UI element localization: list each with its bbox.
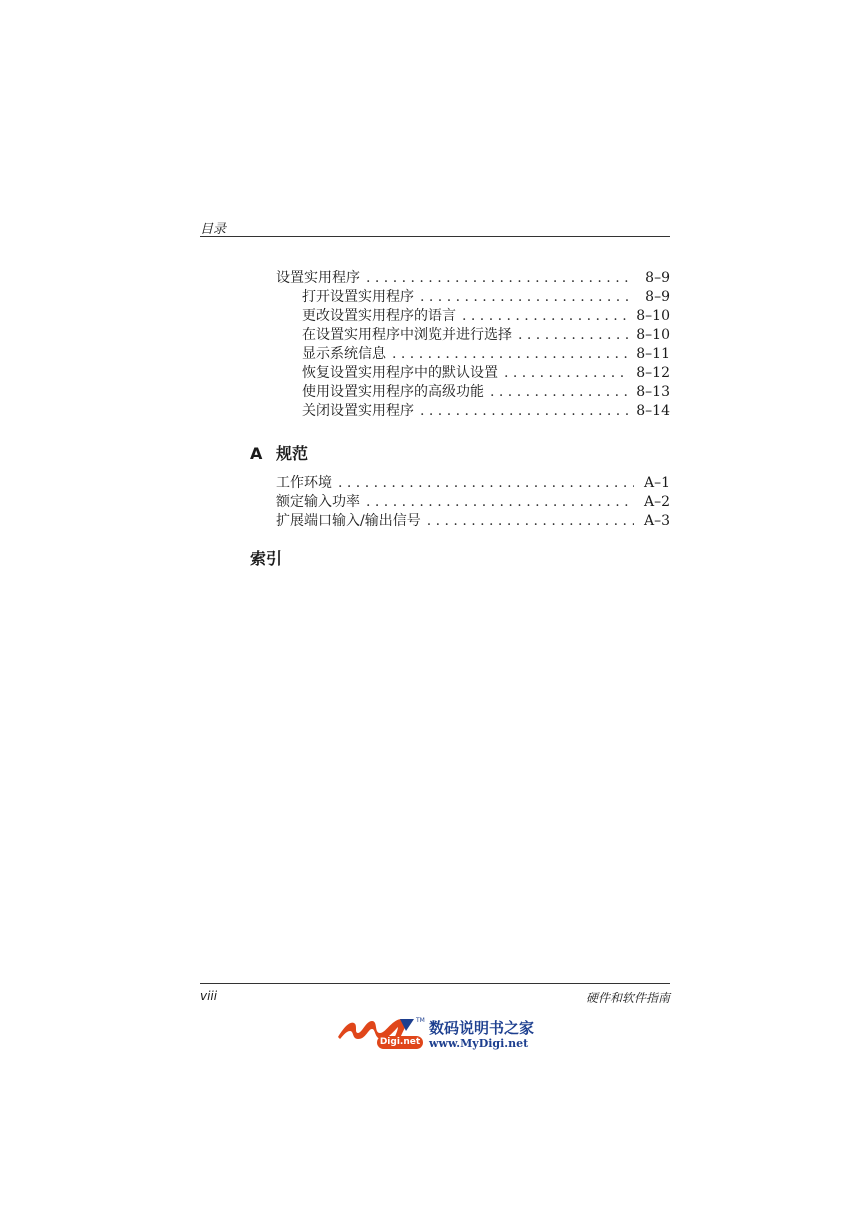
toc-entry-text: 关闭设置实用程序 <box>302 403 414 419</box>
toc-entry-text: 扩展端口输入/输出信号 <box>276 513 421 529</box>
toc-entry-text: 更改设置实用程序的语言 <box>302 308 456 324</box>
appendix-letter: A <box>250 444 263 463</box>
toc-entry[interactable] <box>276 364 670 383</box>
toc-leader-dots <box>420 288 634 307</box>
toc-entry-text: 在设置实用程序中浏览并进行选择 <box>302 327 512 343</box>
toc-leader-dots <box>366 493 634 512</box>
toc-page-number: 8–11 <box>636 346 670 362</box>
trademark-mark: TM <box>416 1017 425 1024</box>
watermark-cn-name: 数码说明书之家 <box>429 1019 535 1037</box>
toc-entry[interactable] <box>276 326 670 345</box>
toc-entry[interactable] <box>276 345 670 364</box>
toc-entry[interactable] <box>276 383 670 402</box>
toc-entry[interactable] <box>276 307 670 326</box>
footer-rule <box>200 983 670 984</box>
toc-page-number: 8–14 <box>636 403 670 419</box>
header-rule <box>200 236 670 237</box>
toc-page-number: A–2 <box>643 494 670 510</box>
toc-entry-text: 额定输入功率 <box>276 494 360 510</box>
toc-entry[interactable] <box>276 402 670 421</box>
digi-net-badge: Digi.net <box>377 1036 423 1049</box>
toc-leader-dots <box>392 345 630 364</box>
toc-section-appendix-a <box>276 474 670 531</box>
toc-entry[interactable] <box>276 288 670 307</box>
watermark-url: www.MyDigi.net <box>429 1037 529 1050</box>
toc-leader-dots <box>427 512 634 531</box>
toc-section-setup <box>276 269 670 421</box>
running-head-title: 目录 <box>200 222 227 237</box>
toc-entry-text: 设置实用程序 <box>276 270 360 286</box>
toc-page-number: 8–10 <box>636 327 670 343</box>
toc-leader-dots <box>366 269 634 288</box>
toc-entry-text: 打开设置实用程序 <box>302 289 414 305</box>
page-folio: viii <box>200 989 218 1003</box>
toc-page-number: A–3 <box>643 513 670 529</box>
toc-leader-dots <box>504 364 630 383</box>
toc-entry[interactable] <box>276 269 670 288</box>
toc-entry-text: 工作环境 <box>276 475 332 491</box>
toc-page-number: 8–9 <box>645 270 670 286</box>
mydigi-watermark-logo <box>336 1015 536 1055</box>
toc-page-number: 8–13 <box>636 384 670 400</box>
toc-page-number: 8–12 <box>636 365 670 381</box>
toc-leader-dots <box>420 402 630 421</box>
index-heading[interactable]: 索引 <box>250 549 283 568</box>
appendix-heading[interactable] <box>250 441 308 464</box>
appendix-title: 规范 <box>276 444 309 463</box>
toc-leader-dots <box>490 383 630 402</box>
toc-entry-text: 恢复设置实用程序中的默认设置 <box>302 365 498 381</box>
toc-entry[interactable] <box>276 474 670 493</box>
toc-page-number: A–1 <box>643 475 670 491</box>
toc-leader-dots <box>338 474 634 493</box>
toc-entry[interactable] <box>276 512 670 531</box>
toc-entry-text: 显示系统信息 <box>302 346 386 362</box>
toc-page-number: 8–10 <box>636 308 670 324</box>
toc-page-number: 8–9 <box>645 289 670 305</box>
book-title: 硬件和软件指南 <box>585 991 670 1005</box>
toc-leader-dots <box>518 326 630 345</box>
toc-entry[interactable] <box>276 493 670 512</box>
toc-leader-dots <box>462 307 630 326</box>
toc-entry-text: 使用设置实用程序的高级功能 <box>302 384 484 400</box>
